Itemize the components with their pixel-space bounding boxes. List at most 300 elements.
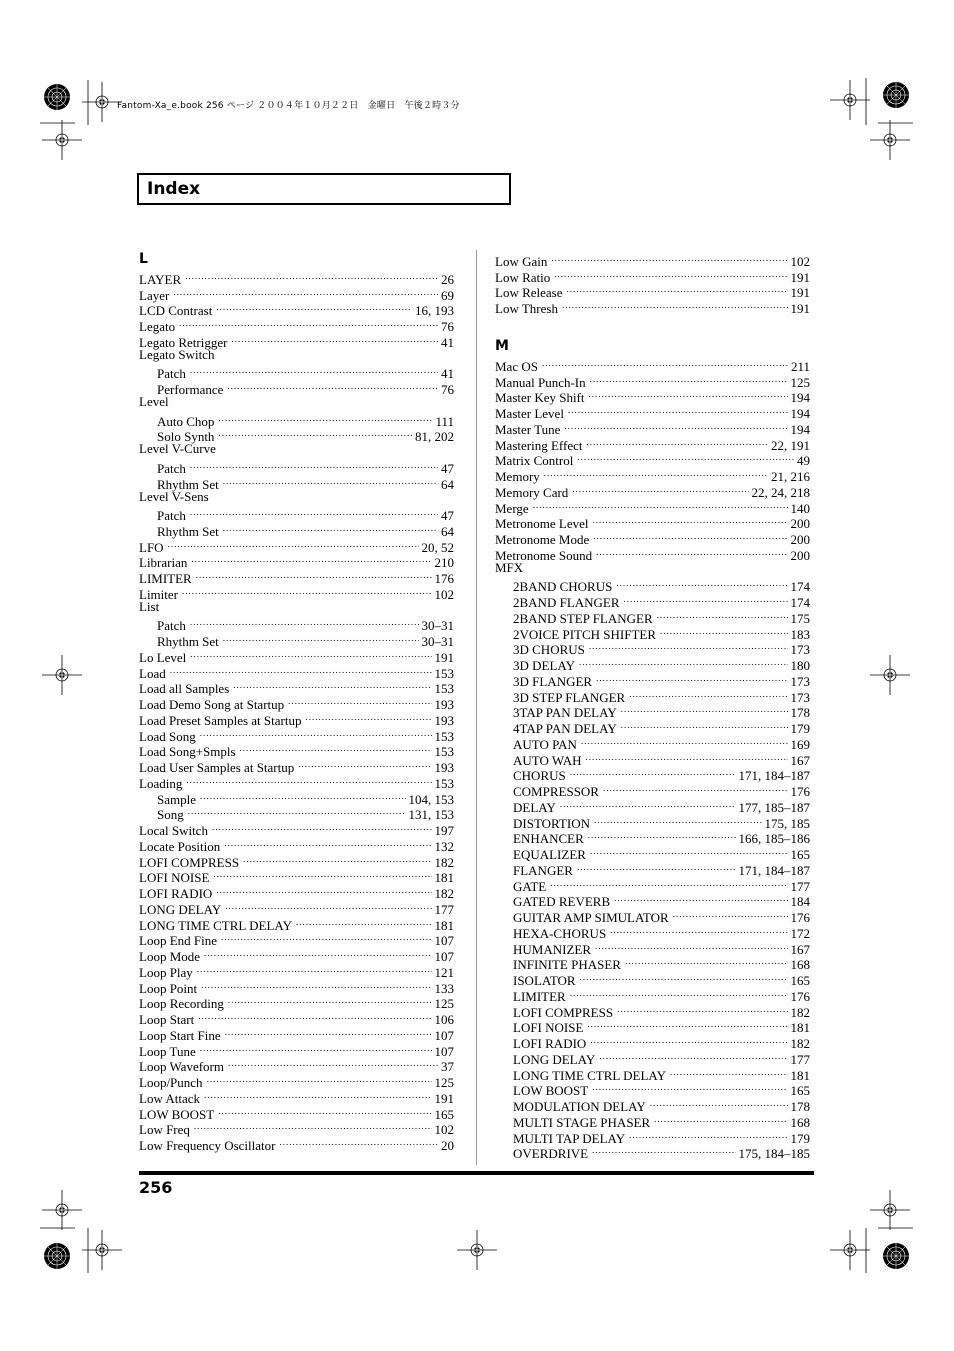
index-page-ref: 169 bbox=[790, 736, 810, 752]
index-term: Legato Retrigger bbox=[139, 334, 228, 350]
index-term: GUITAR AMP SIMULATOR bbox=[513, 910, 669, 925]
index-page-ref: 153 bbox=[434, 665, 454, 681]
dot-leader bbox=[673, 906, 788, 922]
index-page-ref: 21, 216 bbox=[771, 469, 810, 484]
index-entry bbox=[139, 331, 454, 350]
index-term: Loop Recording bbox=[139, 996, 224, 1012]
index-page-ref: 177 bbox=[790, 1051, 810, 1067]
index-page-ref: 177 bbox=[434, 901, 454, 917]
dot-leader bbox=[188, 804, 406, 820]
index-term: DISTORTION bbox=[513, 815, 590, 831]
index-page-ref: 20, 52 bbox=[421, 539, 454, 555]
index-term: Patch bbox=[157, 508, 186, 523]
index-page-ref: 182 bbox=[790, 1004, 810, 1020]
index-term: Load User Samples at Startup bbox=[139, 760, 295, 775]
index-page-ref: 184 bbox=[790, 894, 810, 910]
index-page-ref: 49 bbox=[797, 453, 810, 469]
dot-leader bbox=[589, 639, 788, 655]
index-page-ref: 177 bbox=[790, 878, 810, 894]
index-subentry bbox=[139, 363, 454, 382]
index-term: Patch bbox=[157, 366, 186, 382]
index-term: LOW BOOST bbox=[513, 1083, 589, 1099]
index-page-ref: 182 bbox=[434, 854, 454, 870]
index-term: Local Switch bbox=[139, 823, 208, 838]
index-term: EQUALIZER bbox=[513, 847, 586, 862]
index-term: Loop Start bbox=[139, 1012, 195, 1027]
index-page-ref: 191 bbox=[790, 285, 810, 301]
dot-leader bbox=[572, 481, 748, 497]
index-page-ref: 20 bbox=[441, 1138, 454, 1153]
index-term: Manual Punch-In bbox=[495, 374, 586, 390]
index-page-ref: 181 bbox=[790, 1020, 810, 1036]
index-page-ref: 168 bbox=[790, 1114, 810, 1130]
index-term: Low Freq bbox=[139, 1122, 190, 1138]
index-page-ref: 200 bbox=[790, 547, 810, 563]
index-page-ref: 173 bbox=[790, 642, 810, 658]
index-term: LOFI COMPRESS bbox=[513, 1004, 614, 1020]
index-term: HUMANIZER bbox=[513, 941, 591, 957]
index-term: LOFI NOISE bbox=[139, 870, 210, 886]
dot-leader bbox=[588, 828, 736, 844]
index-term: Rhythm Set bbox=[157, 476, 219, 492]
index-term: GATE bbox=[513, 878, 547, 894]
index-term: Metronome Sound bbox=[495, 547, 593, 563]
dot-leader bbox=[200, 725, 432, 741]
index-term: Locate Position bbox=[139, 838, 221, 854]
index-term: Low Attack bbox=[139, 1090, 201, 1106]
dot-leader bbox=[581, 733, 788, 749]
index-entry bbox=[139, 678, 454, 697]
index-page-ref: 131, 153 bbox=[408, 807, 454, 823]
index-page-ref: 64 bbox=[441, 523, 454, 539]
index-term: Performance bbox=[157, 382, 224, 397]
index-term: Librarian bbox=[139, 555, 188, 571]
index-term: LONG DELAY bbox=[513, 1051, 596, 1067]
dot-leader bbox=[243, 851, 431, 867]
dot-leader bbox=[173, 284, 438, 300]
dot-leader bbox=[542, 355, 788, 371]
index-term: LAYER bbox=[139, 271, 182, 287]
index-term: Master Level bbox=[495, 406, 564, 421]
dot-leader bbox=[587, 1017, 787, 1033]
index-term: Low Release bbox=[495, 285, 563, 301]
index-term: 3D DELAY bbox=[513, 658, 575, 673]
index-term: Mac OS bbox=[495, 358, 538, 374]
index-term: Loading bbox=[139, 775, 183, 791]
page-title: Index bbox=[147, 179, 201, 199]
index-term: LOFI RADIO bbox=[513, 1036, 587, 1051]
index-term: Low Ratio bbox=[495, 269, 551, 285]
dot-leader bbox=[198, 1008, 431, 1024]
index-page-ref: 174 bbox=[790, 579, 810, 595]
index-page-ref: 175, 184–185 bbox=[738, 1146, 810, 1162]
index-page-ref: 47 bbox=[441, 508, 454, 523]
index-page-ref: 176 bbox=[790, 784, 810, 799]
index-page-ref: 191 bbox=[790, 269, 810, 285]
index-page-ref: 167 bbox=[790, 752, 810, 768]
index-term: Master Key Shift bbox=[495, 390, 585, 406]
index-term: Merge bbox=[495, 500, 529, 516]
index-term: LOFI NOISE bbox=[513, 1020, 584, 1036]
index-page-ref: 193 bbox=[434, 760, 454, 775]
index-term: 3D STEP FLANGER bbox=[513, 689, 626, 705]
index-page-ref: 171, 184–187 bbox=[738, 768, 810, 784]
index-page-ref: 125 bbox=[790, 374, 810, 390]
dot-leader bbox=[629, 1127, 787, 1143]
index-group-heading bbox=[139, 599, 454, 615]
dot-leader bbox=[554, 266, 787, 282]
dot-leader bbox=[625, 954, 788, 970]
index-term: Song bbox=[157, 807, 184, 823]
dot-leader bbox=[227, 378, 438, 394]
index-term: Memory bbox=[495, 469, 540, 484]
index-page-ref: 153 bbox=[434, 744, 454, 760]
dot-leader bbox=[603, 780, 788, 796]
index-page-ref: 173 bbox=[790, 673, 810, 689]
dot-leader bbox=[599, 1048, 787, 1064]
index-term: FLANGER bbox=[513, 862, 573, 878]
index-page-ref: 153 bbox=[434, 775, 454, 791]
index-group-heading bbox=[139, 441, 454, 457]
index-page-ref: 200 bbox=[790, 532, 810, 547]
dot-leader bbox=[579, 654, 788, 670]
dot-leader bbox=[218, 410, 432, 426]
dot-leader bbox=[551, 250, 787, 266]
index-page-ref: 182 bbox=[790, 1036, 810, 1051]
index-term: GATED REVERB bbox=[513, 894, 611, 910]
index-entry bbox=[139, 300, 454, 319]
dot-leader bbox=[610, 922, 787, 938]
index-term: Layer bbox=[139, 287, 170, 303]
index-term: Load Preset Samples at Startup bbox=[139, 712, 302, 728]
dot-leader bbox=[288, 693, 431, 709]
index-term: MODULATION DELAY bbox=[513, 1099, 646, 1114]
index-term: Patch bbox=[157, 618, 186, 634]
index-term: Load Demo Song at Startup bbox=[139, 697, 285, 712]
index-page-ref: 168 bbox=[790, 957, 810, 973]
dot-leader bbox=[621, 717, 788, 733]
index-term: Rhythm Set bbox=[157, 634, 219, 649]
index-term: Loop/Punch bbox=[139, 1075, 203, 1090]
dot-leader bbox=[179, 315, 438, 331]
index-term: LCD Contrast bbox=[139, 303, 213, 319]
index-page-ref: 107 bbox=[434, 1043, 454, 1059]
index-page-ref: 179 bbox=[790, 721, 810, 736]
index-term: LONG TIME CTRL DELAY bbox=[139, 917, 292, 933]
dot-leader bbox=[596, 670, 787, 686]
index-term: DELAY bbox=[513, 799, 556, 815]
page-number: 256 bbox=[139, 1178, 173, 1197]
index-subentry bbox=[495, 576, 810, 595]
index-page-ref: 193 bbox=[434, 697, 454, 712]
dot-leader bbox=[218, 1103, 431, 1119]
index-entry bbox=[139, 315, 454, 334]
dot-leader bbox=[216, 300, 412, 316]
index-page-ref: 153 bbox=[434, 681, 454, 697]
index-page-ref: 176 bbox=[790, 910, 810, 925]
index-term: Rhythm Set bbox=[157, 523, 219, 539]
dot-leader bbox=[223, 473, 438, 489]
dot-leader bbox=[617, 1001, 787, 1017]
index-entry bbox=[495, 355, 810, 374]
index-term: LOFI COMPRESS bbox=[139, 854, 240, 870]
index-entry bbox=[495, 513, 810, 532]
dot-leader bbox=[196, 567, 432, 583]
dot-leader bbox=[190, 363, 438, 379]
index-entry bbox=[139, 772, 454, 791]
dot-leader bbox=[225, 898, 431, 914]
index-letter-heading: M bbox=[495, 338, 509, 354]
index-page-ref: 194 bbox=[790, 421, 810, 437]
index-page-ref: 22, 24, 218 bbox=[751, 484, 810, 500]
dot-leader bbox=[296, 914, 432, 930]
index-entry bbox=[495, 250, 810, 269]
dot-leader bbox=[224, 835, 431, 851]
index-term: Matrix Control bbox=[495, 453, 574, 469]
index-term: Load all Samples bbox=[139, 681, 230, 697]
dot-leader bbox=[182, 583, 432, 599]
dot-leader bbox=[168, 536, 419, 552]
dot-leader bbox=[586, 749, 788, 765]
dot-leader bbox=[204, 1087, 431, 1103]
dot-leader bbox=[589, 387, 788, 403]
index-page-ref: 210 bbox=[434, 555, 454, 571]
index-page-ref: 102 bbox=[790, 253, 810, 269]
index-term: Patch bbox=[157, 460, 186, 476]
dot-leader bbox=[194, 1119, 432, 1135]
index-term: List bbox=[139, 598, 160, 614]
dot-leader bbox=[657, 607, 788, 623]
dot-leader bbox=[213, 867, 431, 883]
index-page-ref: 125 bbox=[434, 996, 454, 1012]
dot-leader bbox=[201, 977, 431, 993]
index-page-ref: 111 bbox=[435, 413, 454, 429]
dot-leader bbox=[544, 465, 768, 481]
index-term: LOW BOOST bbox=[139, 1106, 215, 1122]
dot-leader bbox=[218, 426, 412, 442]
section-title-box bbox=[137, 173, 511, 205]
index-page-ref: 180 bbox=[790, 658, 810, 673]
index-term: Loop Waveform bbox=[139, 1059, 224, 1075]
dot-leader bbox=[624, 591, 788, 607]
index-term: 3D CHORUS bbox=[513, 642, 585, 658]
dot-leader bbox=[621, 702, 788, 718]
index-term: LOFI RADIO bbox=[139, 886, 213, 901]
index-page-ref: 191 bbox=[790, 301, 810, 316]
index-term: LONG TIME CTRL DELAY bbox=[513, 1067, 666, 1083]
dot-leader bbox=[594, 812, 762, 828]
index-term: Loop End Fine bbox=[139, 933, 217, 949]
dot-leader bbox=[223, 520, 438, 536]
dot-leader bbox=[593, 528, 787, 544]
index-page-ref: 178 bbox=[790, 1099, 810, 1114]
dot-leader bbox=[592, 1143, 735, 1159]
index-entry bbox=[139, 268, 454, 287]
index-entry bbox=[139, 536, 454, 555]
index-page-ref: 104, 153 bbox=[408, 791, 454, 807]
index-term: Mastering Effect bbox=[495, 437, 583, 453]
dot-leader bbox=[204, 945, 431, 961]
index-page-ref: 41 bbox=[441, 366, 454, 382]
dot-leader bbox=[570, 765, 736, 781]
index-page-ref: 177, 185–187 bbox=[738, 799, 810, 815]
index-term: Level V-Sens bbox=[139, 488, 209, 504]
index-term: Metronome Mode bbox=[495, 532, 590, 547]
print-header: Fantom-Xa_e.book 256 ページ ２００４年１０月２２日 金曜日 午後２時３分 bbox=[117, 101, 460, 111]
index-term: Limiter bbox=[139, 586, 178, 602]
dot-leader bbox=[221, 930, 432, 946]
dot-leader bbox=[595, 938, 788, 954]
index-term: Lo Level bbox=[139, 649, 187, 665]
index-page-ref: 30–31 bbox=[421, 618, 454, 634]
index-entry bbox=[139, 583, 454, 602]
index-page-ref: 179 bbox=[790, 1130, 810, 1146]
dot-leader bbox=[207, 1071, 432, 1087]
dot-leader bbox=[614, 891, 787, 907]
index-subentry bbox=[139, 615, 454, 634]
dot-leader bbox=[590, 1032, 787, 1048]
dot-leader bbox=[185, 268, 438, 284]
index-term: Load bbox=[139, 665, 166, 681]
dot-leader bbox=[590, 843, 788, 859]
index-page-ref: 47 bbox=[441, 460, 454, 476]
dot-leader bbox=[654, 1111, 787, 1127]
dot-leader bbox=[596, 544, 787, 560]
dot-leader bbox=[568, 402, 788, 418]
index-term: LIMITER bbox=[513, 988, 566, 1004]
dot-leader bbox=[616, 576, 787, 592]
index-term: ISOLATOR bbox=[513, 973, 576, 988]
index-term: AUTO WAH bbox=[513, 752, 582, 768]
index-term: Metronome Level bbox=[495, 516, 589, 532]
dot-leader bbox=[577, 450, 794, 466]
dot-leader bbox=[550, 875, 787, 891]
dot-leader bbox=[560, 796, 736, 812]
index-term: MULTI STAGE PHASER bbox=[513, 1114, 651, 1130]
index-term: 2BAND CHORUS bbox=[513, 579, 613, 595]
index-term: Low Thresh bbox=[495, 301, 558, 316]
index-term: 3D FLANGER bbox=[513, 673, 593, 689]
index-term: MULTI TAP DELAY bbox=[513, 1130, 626, 1146]
index-page-ref: 41 bbox=[441, 334, 454, 350]
index-term: LIMITER bbox=[139, 571, 192, 586]
dot-leader bbox=[190, 504, 438, 520]
dot-leader bbox=[580, 969, 788, 985]
index-page-ref: 16, 193 bbox=[415, 303, 454, 319]
dot-leader bbox=[240, 741, 432, 757]
index-page-ref: 191 bbox=[434, 1090, 454, 1106]
dot-leader bbox=[592, 1080, 787, 1096]
index-term: 2VOICE PITCH SHIFTER bbox=[513, 626, 657, 642]
index-term: Master Tune bbox=[495, 421, 561, 437]
dot-leader bbox=[279, 1134, 438, 1150]
index-letter-heading: L bbox=[139, 251, 148, 267]
index-term: Level bbox=[139, 394, 169, 409]
index-page-ref: 194 bbox=[790, 406, 810, 421]
dot-leader bbox=[670, 1064, 788, 1080]
index-term: LONG DELAY bbox=[139, 901, 222, 917]
index-page-ref: 102 bbox=[434, 1122, 454, 1138]
index-page-ref: 175, 185 bbox=[764, 815, 810, 831]
index-term: Level V-Curve bbox=[139, 441, 216, 457]
dot-leader bbox=[586, 434, 768, 450]
index-page-ref: 172 bbox=[790, 925, 810, 941]
index-page-ref: 176 bbox=[790, 988, 810, 1004]
index-term: ENHANCER bbox=[513, 831, 584, 847]
index-entry bbox=[495, 497, 810, 516]
index-page-ref: 76 bbox=[441, 382, 454, 397]
index-term: 3TAP PAN DELAY bbox=[513, 705, 617, 721]
index-term: LFO bbox=[139, 539, 164, 555]
index-term: COMPRESSOR bbox=[513, 784, 599, 799]
index-group-heading bbox=[139, 489, 454, 505]
index-page-ref: 167 bbox=[790, 941, 810, 957]
footer-rule bbox=[139, 1171, 814, 1175]
dot-leader bbox=[223, 630, 419, 646]
index-page-ref: 176 bbox=[434, 571, 454, 586]
dot-leader bbox=[564, 418, 787, 434]
dot-leader bbox=[200, 1040, 432, 1056]
index-page-ref: 121 bbox=[434, 964, 454, 980]
index-subentry bbox=[139, 457, 454, 476]
index-page-ref: 165 bbox=[434, 1106, 454, 1122]
dot-leader bbox=[190, 457, 438, 473]
index-page-ref: 181 bbox=[434, 870, 454, 886]
index-term: Load Song bbox=[139, 728, 196, 744]
index-page-ref: 22, 191 bbox=[771, 437, 810, 453]
index-term: MFX bbox=[495, 559, 524, 575]
index-term: Auto Chop bbox=[157, 413, 215, 429]
index-page-ref: 165 bbox=[790, 973, 810, 988]
index-page-ref: 132 bbox=[434, 838, 454, 854]
index-page-ref: 197 bbox=[434, 823, 454, 838]
dot-leader bbox=[186, 772, 431, 788]
dot-leader bbox=[200, 788, 406, 804]
dot-leader bbox=[562, 297, 788, 313]
index-column-right bbox=[495, 250, 810, 1162]
index-page-ref: 106 bbox=[434, 1012, 454, 1027]
index-page-ref: 165 bbox=[790, 847, 810, 862]
index-page-ref: 102 bbox=[434, 586, 454, 602]
dot-leader bbox=[567, 282, 788, 298]
dot-leader bbox=[577, 859, 736, 875]
index-page-ref: 173 bbox=[790, 689, 810, 705]
index-term: Low Frequency Oscillator bbox=[139, 1138, 276, 1153]
dot-leader bbox=[593, 513, 788, 529]
dot-leader bbox=[629, 686, 787, 702]
index-page-ref: 140 bbox=[790, 500, 810, 516]
index-term: 2BAND FLANGER bbox=[513, 595, 620, 610]
index-group-heading bbox=[139, 347, 454, 363]
dot-leader bbox=[570, 985, 788, 1001]
index-page-ref: 107 bbox=[434, 933, 454, 949]
index-term: AUTO PAN bbox=[513, 736, 577, 752]
dot-leader bbox=[190, 615, 419, 631]
index-term: Loop Play bbox=[139, 964, 193, 980]
index-term: Loop Point bbox=[139, 980, 198, 996]
dot-leader bbox=[233, 678, 431, 694]
index-page-ref: 175 bbox=[790, 610, 810, 626]
index-page-ref: 181 bbox=[790, 1067, 810, 1083]
index-page-ref: 165 bbox=[790, 1083, 810, 1099]
index-page-ref: 30–31 bbox=[421, 634, 454, 649]
index-term: Solo Synth bbox=[157, 429, 215, 445]
index-page-ref: 178 bbox=[790, 705, 810, 721]
index-page-ref: 191 bbox=[434, 649, 454, 665]
index-entry bbox=[139, 662, 454, 681]
index-page-ref: 76 bbox=[441, 319, 454, 334]
index-page-ref: 182 bbox=[434, 886, 454, 901]
